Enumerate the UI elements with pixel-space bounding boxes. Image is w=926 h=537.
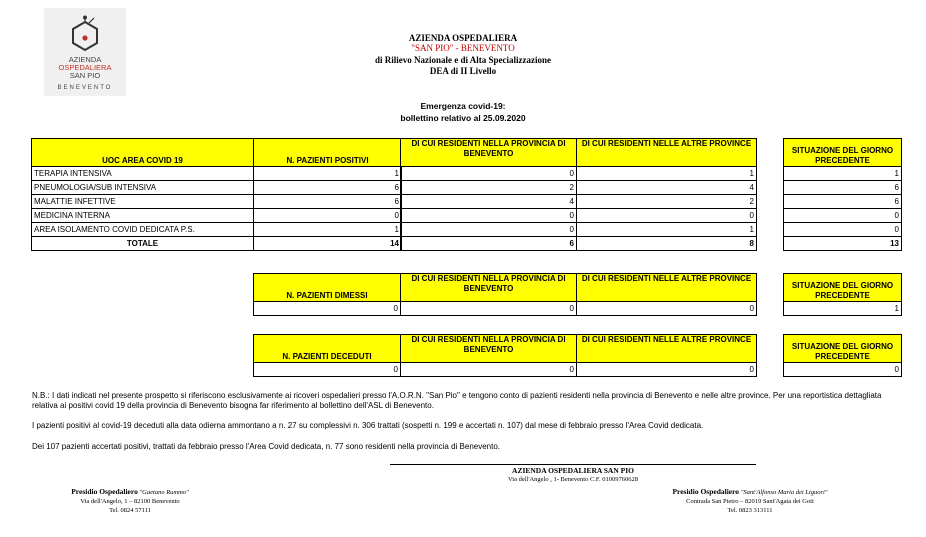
positive-patients-table [31,138,402,251]
cell-dimessi: 0 [254,302,401,316]
total-residenti-bn: 6 [401,237,577,251]
logo-text-ospedaliera: OSPEDALIERA [58,63,112,72]
header-line3: di Rilievo Nazionale e di Alta Specializzazione [375,55,551,65]
footer-left-title: Presidio Ospedaliero [71,487,138,496]
note-nb: N.B.: I dati indicati nel presente prospetto si riferiscono esclusivamente ai ricoveri ospedalieri presso l'A.O.R.N. "San Pio" e tengono conto di pazienti residenti nella provincia di Benevento e nelle altre province. Per una reportistica dettagliata relativa ai positivi covid 19 della provincia di Benevento bisogna far riferimento al bollettino dell'ASL di Benevento. [32,391,882,410]
footer-left-tel: Tel. 0824 57111 [109,507,151,514]
cell-positivi: 0 [254,209,402,223]
cell-deceduti: 0 [254,363,401,377]
footer-left [40,487,220,515]
col-header-giorno-precedente: SITUAZIONE DEL GIORNO PRECEDENTE [784,274,902,302]
cell-altre-province: 2 [577,195,757,209]
footer-divider [390,464,756,465]
header-line4: DEA di II Livello [429,66,497,76]
col-header-dimessi: N. PAZIENTI DIMESSI [254,274,401,302]
footer-right-name: "Sant'Alfonso Maria dei Liguori" [740,489,828,496]
total-row [401,237,757,251]
row-label: TERAPIA INTENSIVA [32,167,254,181]
cell-residenti-bn: 2 [401,181,577,195]
total-giorno-precedente: 13 [784,237,902,251]
footer-center-address: Via dell'Angelo , 1- Benevento C.F. 01009760628 [507,476,639,483]
footer-right-title: Presidio Ospedaliero [672,487,740,496]
cell-giorno-precedente: 1 [784,302,902,316]
cell-giorno-precedente: 0 [784,363,902,377]
col-header-positivi: N. PAZIENTI POSITIVI [254,139,402,167]
cell-altre-province: 4 [577,181,757,195]
total-label: TOTALE [32,237,254,251]
row-label: AREA ISOLAMENTO COVID DEDICATA P.S. [32,223,254,237]
header-title: AZIENDA OSPEDALIERA [408,33,518,43]
deceased-previous-table [783,334,902,377]
footer-left-address: Via dell'Angelo, 1 – 82100 Benevento [80,498,180,505]
footer-right-tel: Tel. 0823 313111 [727,507,773,514]
row-label: MALATTIE INFETTIVE [32,195,254,209]
logo-text-benevento: BENEVENTO [57,85,113,91]
table-row [401,195,757,209]
cell-giorno-precedente: 6 [784,195,902,209]
total-altre-province: 8 [577,237,757,251]
cell-positivi: 6 [254,181,402,195]
discharged-patients-table [253,273,757,316]
cell-altre-province: 1 [577,223,757,237]
cell-altre-province: 0 [577,302,757,316]
table-row [32,209,402,223]
total-row [32,237,402,251]
col-header-residenti-bn: DI CUI RESIDENTI NELLA PROVINCIA DI BENEVENTO [401,335,577,363]
cell-residenti-bn: 0 [401,302,577,316]
cell-residenti-bn: 4 [401,195,577,209]
cell-residenti-bn: 0 [401,167,577,181]
table-row [254,302,757,316]
table-row [32,167,402,181]
cell-giorno-precedente: 1 [784,167,902,181]
cell-positivi: 6 [254,195,402,209]
note-deceduti: I pazienti positivi al covid-19 deceduti alla data odierna ammontano a n. 27 su complessivi n. 306 trattati (sospetti n. 199 e accertati n. 107) dal mese di febbraio presso l'Area Covid dedicata. [32,421,704,430]
previous-day-table [783,138,902,251]
cell-residenti-bn: 0 [401,209,577,223]
bulletin-title: Emergenza covid-19: [420,101,506,111]
cell-giorno-precedente: 0 [784,223,902,237]
footer-left-name: "Gaetano Rummo" [139,489,189,496]
footer-right [640,487,860,515]
footer-center [330,466,816,484]
col-header-deceduti: N. PAZIENTI DECEDUTI [254,335,401,363]
footer-center-title: AZIENDA OSPEDALIERA SAN PIO [512,466,634,475]
cell-giorno-precedente: 0 [784,209,902,223]
footer-right-address: Contrada San Pietro – 82019 Sant'Agata dei Goti [686,498,814,505]
residence-breakdown-table [400,138,757,251]
col-header-altre-province: DI CUI RESIDENTI NELLE ALTRE PROVINCE [577,335,757,363]
col-header-giorno-precedente: SITUAZIONE DEL GIORNO PRECEDENTE [784,139,902,167]
bulletin-date: bollettino relativo al 25.09.2020 [400,113,526,123]
cell-positivi: 1 [254,223,402,237]
table-row [32,181,402,195]
cell-residenti-bn: 0 [401,363,577,377]
note-accertati: Dei 107 pazienti accertati positivi, trattati da febbraio presso l'Area Covid dedicata, n. 77 sono residenti nella provincia di Benevento. [32,442,501,451]
row-label: MEDICINA INTERNA [32,209,254,223]
table-row [32,195,402,209]
cell-positivi: 1 [254,167,402,181]
logo-text-azienda: AZIENDA [68,55,102,64]
total-positivi: 14 [254,237,402,251]
deceased-patients-table [253,334,757,377]
cell-altre-province: 0 [577,209,757,223]
cell-altre-province: 0 [577,363,757,377]
col-header-giorno-precedente: SITUAZIONE DEL GIORNO PRECEDENTE [784,335,902,363]
col-header-altre-province: DI CUI RESIDENTI NELLE ALTRE PROVINCE [577,139,757,167]
table-row [401,223,757,237]
table-row [401,167,757,181]
col-header-altre-province: DI CUI RESIDENTI NELLE ALTRE PROVINCE [577,274,757,302]
table-row [32,223,402,237]
cell-altre-province: 1 [577,167,757,181]
row-label: PNEUMOLOGIA/SUB INTENSIVA [32,181,254,195]
col-header-residenti-bn: DI CUI RESIDENTI NELLA PROVINCIA DI BENEVENTO [401,139,577,167]
logo-text-sanpio: SAN PIO [69,71,101,80]
cell-residenti-bn: 0 [401,223,577,237]
col-header-uoc: UOC AREA COVID 19 [32,139,254,167]
header-subtitle: "SAN PIO" - BENEVENTO [411,43,515,53]
discharged-previous-table [783,273,902,316]
cell-giorno-precedente: 6 [784,181,902,195]
col-header-residenti-bn: DI CUI RESIDENTI NELLA PROVINCIA DI BENEVENTO [401,274,577,302]
table-row [401,181,757,195]
table-row [254,363,757,377]
table-row [401,209,757,223]
